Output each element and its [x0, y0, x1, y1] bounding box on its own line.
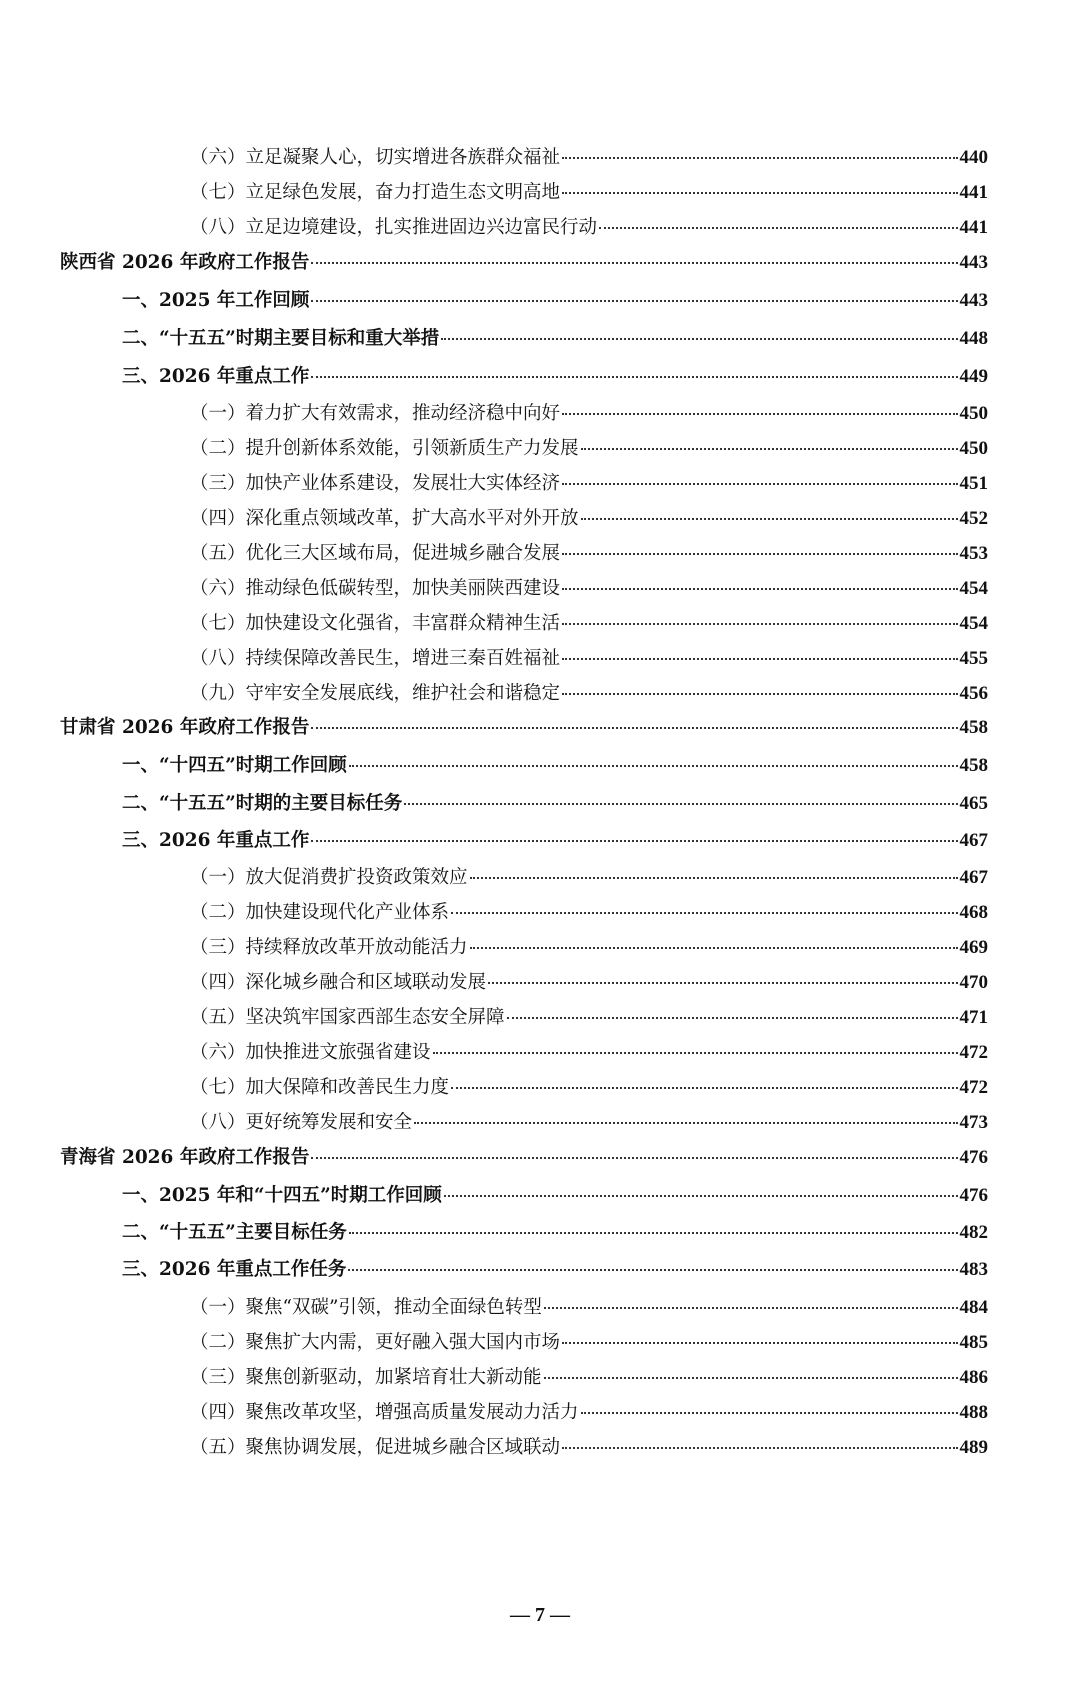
dot-leader — [311, 262, 957, 264]
dot-leader — [444, 1195, 958, 1197]
toc-entry-title: 甘肃省 2026 年政府工作报告 — [60, 717, 310, 738]
toc-entry[interactable] — [60, 1143, 988, 1183]
toc-entry-page: 441 — [959, 217, 988, 238]
toc-entry-page: 455 — [959, 648, 988, 669]
toc-entry[interactable] — [122, 789, 988, 829]
toc-entry-title: （四）深化城乡融合和区域联动发展 — [190, 972, 487, 993]
toc-entry-title: （一）聚焦“双碳”引领，推动全面绿色转型 — [190, 1297, 542, 1318]
toc-entry-page: 450 — [959, 403, 988, 424]
toc-entry-page: 476 — [959, 1147, 988, 1168]
toc-entry-page: 489 — [959, 1437, 988, 1458]
toc-entry-title: （五）坚决筑牢国家西部生态安全屏障 — [190, 1007, 505, 1028]
dot-leader — [562, 693, 957, 695]
toc-entry-page: 441 — [959, 182, 988, 203]
toc-entry-title: 三、2026 年重点工作 — [122, 366, 310, 387]
toc-entry-page: 456 — [959, 683, 988, 704]
dot-leader — [470, 947, 958, 949]
toc-entry-page: 482 — [959, 1222, 988, 1243]
toc-entry-title: （二）提升创新体系效能，引领新质生产力发展 — [190, 438, 579, 459]
toc-entry[interactable] — [60, 713, 988, 753]
toc-entry-title: 三、2026 年重点工作任务 — [122, 1259, 347, 1280]
toc-entry-page: 452 — [959, 508, 988, 529]
dot-leader — [451, 1087, 957, 1089]
toc-entry-title: （九）守牢安全发展底线，维护社会和谐稳定 — [190, 683, 561, 704]
toc-entry-page: 488 — [959, 1402, 988, 1423]
toc-entry-page: 483 — [959, 1259, 988, 1280]
toc-entry-title: （四）深化重点领域改革，扩大高水平对外开放 — [190, 508, 579, 529]
toc-entry[interactable] — [122, 751, 988, 791]
toc-entry[interactable] — [190, 434, 988, 468]
dot-leader — [562, 553, 957, 555]
toc-entry-title: 陕西省 2026 年政府工作报告 — [60, 252, 310, 273]
dot-leader — [349, 765, 958, 767]
toc-entry-title: （五）优化三大区域布局，促进城乡融合发展 — [190, 543, 561, 564]
toc-entry-title: 二、“十五五”主要目标任务 — [122, 1222, 347, 1243]
dot-leader — [562, 1447, 957, 1449]
toc-entry-page: 472 — [959, 1077, 988, 1098]
toc-entry[interactable] — [190, 609, 988, 643]
dot-leader — [433, 1052, 958, 1054]
toc-entry-page: 454 — [959, 578, 988, 599]
toc-entry-page: 443 — [959, 290, 988, 311]
dot-leader — [507, 1017, 958, 1019]
dot-leader — [562, 483, 957, 485]
toc-entry[interactable] — [190, 1003, 988, 1037]
dot-leader — [311, 300, 957, 302]
dot-leader — [311, 727, 957, 729]
toc-entry[interactable] — [190, 539, 988, 573]
toc-entry[interactable] — [190, 1108, 988, 1142]
toc-entry[interactable] — [190, 1293, 988, 1327]
toc-entry-page: 458 — [959, 717, 988, 738]
dot-leader — [581, 1412, 958, 1414]
toc-entry-title: （五）聚焦协调发展，促进城乡融合区域联动 — [190, 1437, 561, 1458]
toc-entry-page: 453 — [959, 543, 988, 564]
dot-leader — [562, 623, 957, 625]
toc-entry-page: 484 — [959, 1297, 988, 1318]
toc-entry-title: （二）加快建设现代化产业体系 — [190, 902, 450, 923]
toc-entry[interactable] — [190, 1038, 988, 1072]
toc-entry[interactable] — [190, 1433, 988, 1467]
toc-entry[interactable] — [190, 898, 988, 932]
dot-leader — [441, 338, 957, 340]
toc-entry-page: 451 — [959, 473, 988, 494]
toc-entry-page: 473 — [959, 1112, 988, 1133]
toc-entry-page: 476 — [959, 1185, 988, 1206]
toc-entry[interactable] — [190, 1363, 988, 1397]
toc-entry-page: 485 — [959, 1332, 988, 1353]
dot-leader — [544, 1377, 958, 1379]
dot-leader — [581, 518, 958, 520]
dot-leader — [599, 227, 957, 229]
toc-entry[interactable] — [60, 248, 988, 288]
toc-entry-page: 440 — [959, 147, 988, 168]
toc-entry-title: （七）加大保障和改善民生力度 — [190, 1077, 450, 1098]
dot-leader — [414, 1122, 957, 1124]
toc-entry[interactable] — [190, 679, 988, 713]
toc-entry-page: 454 — [959, 613, 988, 634]
toc-entry-title: 三、2026 年重点工作 — [122, 830, 310, 851]
toc-entry-page: 450 — [959, 438, 988, 459]
toc-entry[interactable] — [190, 178, 988, 212]
dot-leader — [311, 1157, 957, 1159]
toc-entry[interactable] — [190, 1398, 988, 1432]
toc-entry-page: 467 — [959, 830, 988, 851]
toc-entry-title: （七）加快建设文化强省，丰富群众精神生活 — [190, 613, 561, 634]
toc-entry[interactable] — [122, 362, 988, 402]
dot-leader — [348, 1269, 957, 1271]
toc-entry[interactable] — [190, 143, 988, 177]
toc-entry-page: 458 — [959, 755, 988, 776]
toc-entry-title: （六）加快推进文旅强省建设 — [190, 1042, 431, 1063]
dot-leader — [544, 1307, 958, 1309]
toc-entry-title: （一）放大促消费扩投资政策效应 — [190, 867, 468, 888]
page-number-footer: — 7 — — [510, 1604, 570, 1626]
toc-entry-page: 448 — [959, 328, 988, 349]
dot-leader — [488, 982, 957, 984]
toc-entry-title: 二、“十五五”时期主要目标和重大举措 — [122, 328, 440, 349]
toc-entry-page: 465 — [959, 793, 988, 814]
toc-entry-page: 472 — [959, 1042, 988, 1063]
toc-entry[interactable] — [190, 644, 988, 678]
toc-entry-page: 467 — [959, 867, 988, 888]
toc-entry-title: （八）更好统筹发展和安全 — [190, 1112, 413, 1133]
toc-entry[interactable] — [190, 933, 988, 967]
toc-entry-title: （八）持续保障改善民生，增进三秦百姓福祉 — [190, 648, 561, 669]
toc-entry-title: 一、2025 年工作回顾 — [122, 290, 310, 311]
toc-entry-title: （七）立足绿色发展，奋力打造生态文明高地 — [190, 182, 561, 203]
dot-leader — [311, 840, 957, 842]
toc-entry-title: （六）立足凝聚人心，切实增进各族群众福祉 — [190, 147, 561, 168]
toc-entry[interactable] — [190, 968, 988, 1002]
toc-entry-page: 470 — [959, 972, 988, 993]
dot-leader — [581, 448, 958, 450]
toc-entry-page: 443 — [959, 252, 988, 273]
toc-entry-title: 青海省 2026 年政府工作报告 — [60, 1147, 310, 1168]
toc-entry[interactable] — [190, 469, 988, 503]
dot-leader — [562, 413, 957, 415]
toc-entry[interactable] — [190, 863, 988, 897]
toc-entry-page: 449 — [959, 366, 988, 387]
toc-entry-title: （四）聚焦改革攻坚，增强高质量发展动力活力 — [190, 1402, 579, 1423]
dot-leader — [562, 588, 957, 590]
toc-entry[interactable] — [190, 504, 988, 538]
toc-entry-title: 二、“十五五”时期的主要目标任务 — [122, 793, 403, 814]
toc-entry-title: 一、“十四五”时期工作回顾 — [122, 755, 347, 776]
toc-entry-title: （三）加快产业体系建设，发展壮大实体经济 — [190, 473, 561, 494]
toc-entry[interactable] — [122, 1218, 988, 1258]
toc-entry-title: （一）着力扩大有效需求，推动经济稳中向好 — [190, 403, 561, 424]
dot-leader — [451, 912, 957, 914]
dot-leader — [349, 1232, 958, 1234]
toc-entry-page: 469 — [959, 937, 988, 958]
toc-entry[interactable] — [122, 324, 988, 364]
toc-entry-title: （二）聚焦扩大内需，更好融入强大国内市场 — [190, 1332, 561, 1353]
toc-entry[interactable] — [190, 1328, 988, 1362]
toc-entry[interactable] — [190, 574, 988, 608]
dot-leader — [311, 376, 957, 378]
toc-entry[interactable] — [122, 826, 988, 866]
toc-entry[interactable] — [190, 1073, 988, 1107]
dot-leader — [562, 192, 957, 194]
toc-entry-title: 一、2025 年和“十四五”时期工作回顾 — [122, 1185, 442, 1206]
toc-entry[interactable] — [122, 1255, 988, 1295]
dot-leader — [404, 803, 957, 805]
dot-leader — [562, 658, 957, 660]
toc-entry-page: 468 — [959, 902, 988, 923]
toc-entry[interactable] — [190, 399, 988, 433]
toc-entry[interactable] — [122, 1181, 988, 1221]
dot-leader — [562, 1342, 957, 1344]
toc-entry-title: （六）推动绿色低碳转型，加快美丽陕西建设 — [190, 578, 561, 599]
dot-leader — [562, 157, 957, 159]
toc-entry-page: 486 — [959, 1367, 988, 1388]
toc-entry-page: 471 — [959, 1007, 988, 1028]
toc-entry-title: （三）聚焦创新驱动，加紧培育壮大新动能 — [190, 1367, 542, 1388]
toc-entry[interactable] — [122, 286, 988, 326]
toc-entry-title: （三）持续释放改革开放动能活力 — [190, 937, 468, 958]
dot-leader — [470, 877, 958, 879]
toc-entry-title: （八）立足边境建设，扎实推进固边兴边富民行动 — [190, 217, 598, 238]
toc-entry[interactable] — [190, 213, 988, 247]
